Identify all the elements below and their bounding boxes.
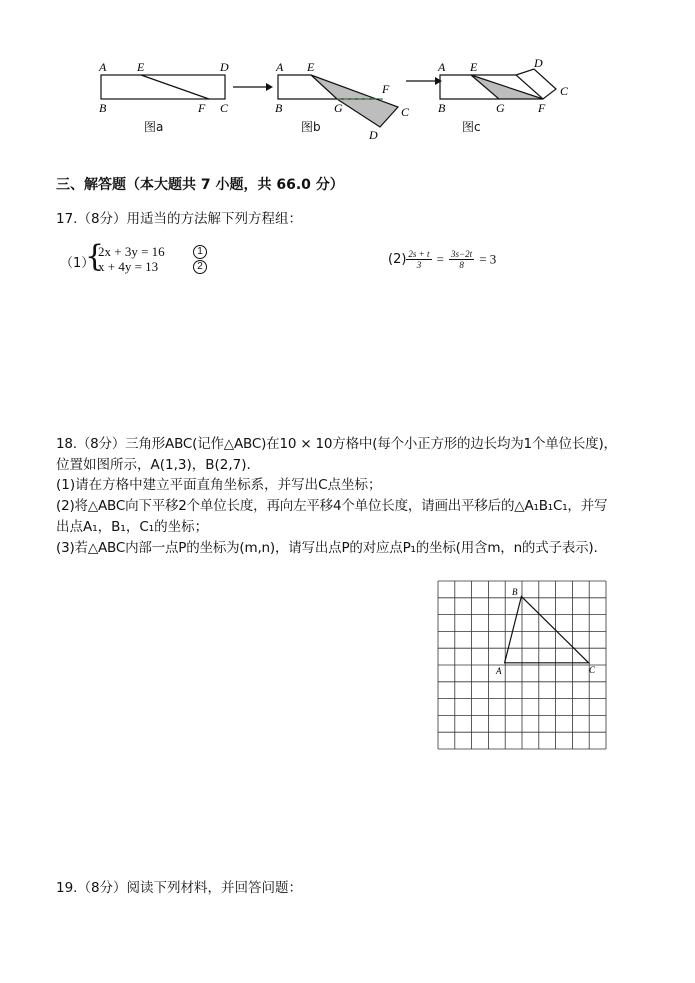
figure-c-caption: 图c [462,120,481,134]
q17-part1-label: （1） [60,256,95,271]
grid-lines [438,581,606,749]
vertex-label-C: C [589,665,596,675]
q19-header: 19.（8分）阅读下列材料，并回答问题： [56,880,303,896]
svg-text:B: B [438,101,446,115]
q17-eq1: 2x + 3y = 16 [98,244,165,259]
arrow-b-to-c [406,77,442,85]
svg-text:E: E [470,60,478,74]
figure-b-caption: 图b [301,120,321,134]
folding-figures [90,55,590,140]
brace: { [85,239,105,274]
figure-a [98,60,229,115]
circled-2: 2 [193,260,207,274]
fraction-1-numerator: 2s + t [408,249,430,259]
fraction-1 [406,249,431,270]
fraction-1-denominator: 3 [416,260,422,270]
circled-1: 1 [193,245,207,259]
q18-line3: (1)请在方格中建立平面直角坐标系，并写出C点坐标； [56,477,382,493]
figure-a-label-F: F [198,101,206,115]
svg-text:G: G [334,101,343,115]
figure-a-label-B: B [99,101,107,115]
q17-rhs: = 3 [479,251,497,267]
q18-line2: 位置如图所示，A(1,3)，B(2,7). [56,457,251,473]
figure-a-label-C: C [220,101,229,115]
coordinate-grid [437,580,607,750]
svg-text:G: G [496,101,505,115]
svg-text:E: E [307,60,315,74]
q17-part2 [388,249,496,270]
q18-line4: (2)将△ABC向下平移2个单位长度，再向左平移4个单位长度，请画出平移后的△A₁B₁C₁，并写 [56,498,608,514]
section-title: 三、解答题（本大题共 7 小题，共 66.0 分） [56,177,344,193]
figure-a-caption: 图a [144,120,164,134]
svg-text:D: D [369,128,378,140]
svg-text:D: D [534,56,543,70]
fraction-2 [449,249,474,270]
svg-text:F: F [538,101,546,115]
vertex-label-B: B [512,587,518,597]
svg-text:A: A [438,60,446,74]
equals-sign: = [436,251,444,267]
figure-a-label-E: E [137,60,145,74]
figure-c [437,56,569,115]
q17-part2-label: (2) [388,252,407,267]
svg-text:F: F [382,82,390,96]
fraction-2-numerator: 3s−2t [451,249,473,259]
figure-a-label-D: D [220,60,229,74]
q17-header: 17.（8分）用适当的方法解下列方程组： [56,211,303,227]
q17-part1 [60,239,240,276]
svg-text:C: C [401,105,410,119]
vertex-label-A: A [496,666,502,676]
svg-text:C: C [560,84,569,98]
q17-eq2: x + 4y = 13 [98,259,159,274]
figure-a-label-A: A [99,60,107,74]
figure-b [275,60,410,140]
q18-line5: 出点A₁，B₁，C₁的坐标； [56,519,209,535]
q18-line1: 18.（8分）三角形ABC(记作△ABC)在10 × 10方格中(每个小正方形的边长均为1个单位长度)， [56,436,617,452]
q18-line6: (3)若△ABC内部一点P的坐标为(m,n)，请写出点P的对应点P₁的坐标(用含m，n的式子表示). [56,540,598,556]
fraction-2-denominator: 8 [459,260,464,270]
svg-text:B: B [275,101,283,115]
arrow-a-to-b [233,83,273,91]
svg-text:A: A [276,60,284,74]
